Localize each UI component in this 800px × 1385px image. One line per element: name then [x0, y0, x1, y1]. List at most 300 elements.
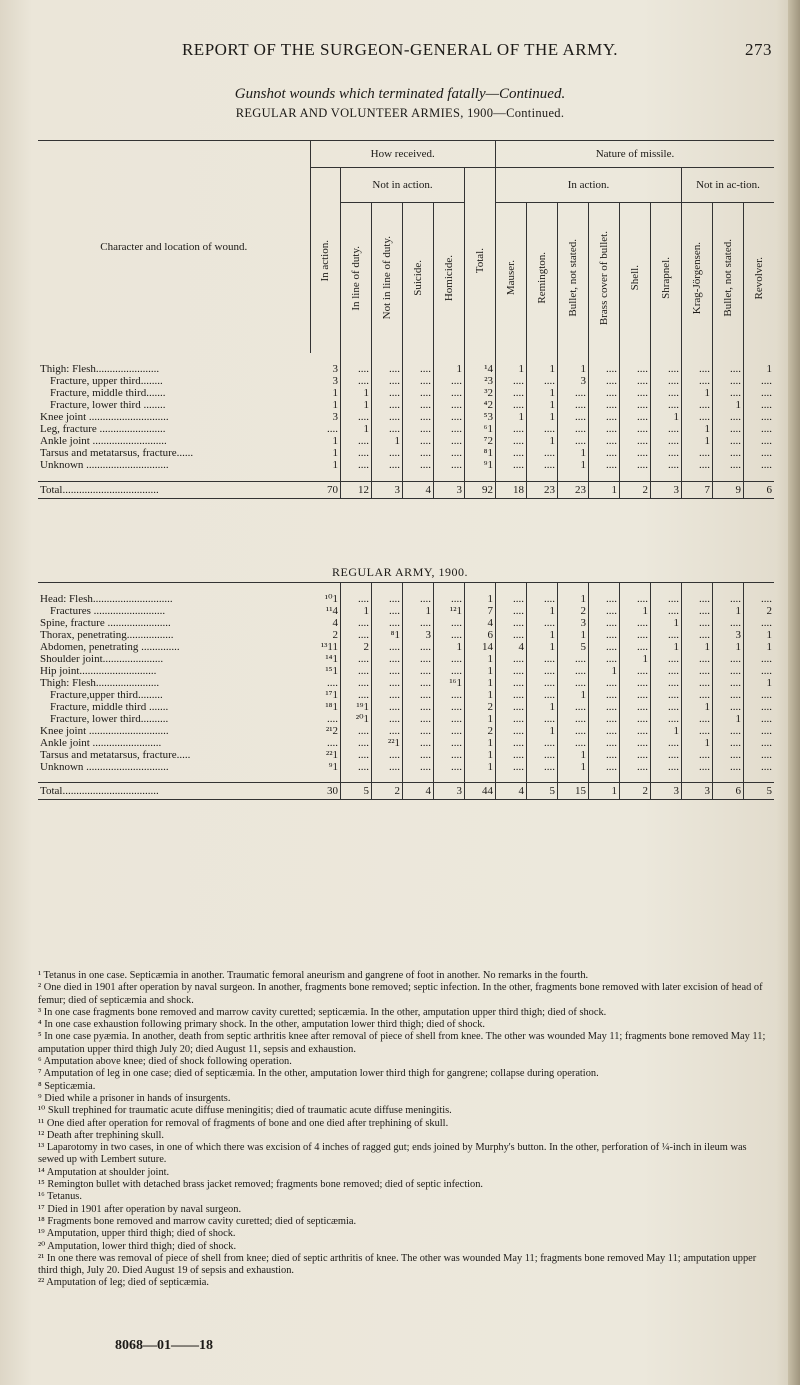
cell: 1 — [527, 605, 558, 617]
cell: ¹⁹1 — [341, 701, 372, 713]
cell: .... — [713, 387, 744, 399]
footnote: ¹⁹ Amputation, upper third thigh; died of shock. — [38, 1228, 236, 1240]
total-cell: 5 — [744, 783, 775, 800]
cell: .... — [496, 617, 527, 629]
row-label: Unknown .............................. — [40, 459, 169, 471]
cell: .... — [620, 737, 651, 749]
cell: .... — [341, 737, 372, 749]
cell: ⁸1 — [372, 629, 403, 641]
cell: .... — [341, 629, 372, 641]
cell: .... — [403, 737, 434, 749]
cell: .... — [403, 653, 434, 665]
cell: .... — [682, 725, 713, 737]
cell: .... — [589, 749, 620, 761]
cell: 1 — [558, 459, 589, 471]
cell: .... — [372, 677, 403, 689]
cell: ⁴2 — [465, 399, 496, 411]
cell: 2 — [558, 605, 589, 617]
cell: .... — [372, 641, 403, 653]
cell: .... — [713, 761, 744, 773]
cell: .... — [403, 459, 434, 471]
cell: 1 — [527, 411, 558, 423]
cell: .... — [496, 447, 527, 459]
cell: .... — [310, 737, 341, 749]
cell: 1 — [527, 629, 558, 641]
cell: 1 — [465, 677, 496, 689]
cell: .... — [651, 689, 682, 701]
cell: .... — [527, 689, 558, 701]
cell: .... — [372, 617, 403, 629]
col-header-2: Not in line of duty. — [372, 203, 403, 354]
cell: 1 — [766, 628, 772, 641]
cell: .... — [713, 749, 744, 761]
cell: .... — [403, 713, 434, 725]
cell: 1 — [558, 363, 589, 375]
cell: .... — [372, 387, 403, 399]
cell: .... — [372, 593, 403, 605]
cell: .... — [713, 423, 744, 435]
table-row — [38, 447, 774, 459]
cell: 1 — [310, 459, 341, 471]
running-head-title: REPORT OF THE SURGEON-GENERAL OF THE ARMY. — [181, 40, 619, 59]
cell: .... — [341, 363, 372, 375]
col-header-in-action-group: In action. — [496, 168, 682, 203]
cell: .... — [651, 593, 682, 605]
cell: 1 — [651, 411, 682, 423]
cell: .... — [682, 713, 713, 725]
cell: .... — [527, 423, 558, 435]
table-row — [38, 677, 774, 689]
cell: .... — [372, 689, 403, 701]
cell: ⁹1 — [310, 761, 341, 773]
cell: .... — [682, 749, 713, 761]
cell: .... — [527, 737, 558, 749]
total-cell: 3 — [682, 783, 713, 800]
cell: 4 — [496, 641, 527, 653]
cell: .... — [589, 641, 620, 653]
wounds-table-volunteer — [38, 140, 774, 499]
cell: .... — [372, 749, 403, 761]
cell: .... — [589, 447, 620, 459]
cell: .... — [434, 459, 465, 471]
cell: 3 — [403, 629, 434, 641]
total-cell: 1 — [589, 481, 620, 498]
table-row — [38, 423, 774, 435]
cell: 1 — [713, 399, 744, 411]
cell: .... — [713, 363, 744, 375]
cell: .... — [527, 459, 558, 471]
cell: .... — [341, 761, 372, 773]
col-header-not-in-action: Not in action. — [341, 168, 465, 203]
cell: .... — [403, 701, 434, 713]
cell: .... — [372, 399, 403, 411]
cell: .... — [682, 605, 713, 617]
cell: .... — [310, 677, 341, 689]
cell: 3 — [558, 375, 589, 387]
page-edge — [788, 0, 800, 1385]
table-row — [38, 363, 774, 375]
row-label: Ankle joint ......................... — [40, 736, 162, 749]
row-label: Fracture, middle third ....... — [50, 700, 169, 713]
cell: 1 — [527, 641, 558, 653]
cell: .... — [682, 653, 713, 665]
row-label: Thorax, penetrating................. — [40, 628, 174, 641]
row-label: Unknown .............................. — [40, 760, 169, 773]
cell: .... — [341, 411, 372, 423]
cell: .... — [620, 459, 651, 471]
cell: .... — [341, 677, 372, 689]
cell: 1 — [589, 665, 620, 677]
cell: 1 — [465, 665, 496, 677]
cell: 3 — [310, 363, 341, 375]
total-cell: 5 — [341, 783, 372, 800]
cell: .... — [372, 761, 403, 773]
cell: .... — [372, 423, 403, 435]
row-label: Head: Flesh............................. — [40, 592, 173, 605]
total-row — [38, 783, 774, 800]
col-header-6: Mauser. — [496, 203, 527, 354]
cell: .... — [620, 749, 651, 761]
cell: .... — [558, 737, 589, 749]
cell: .... — [589, 701, 620, 713]
col-header-8: Bullet, not stated. — [558, 203, 589, 354]
footnote: ¹⁴ Amputation at shoulder joint. — [38, 1166, 170, 1178]
cell: 1 — [310, 447, 341, 459]
cell: .... — [761, 411, 772, 423]
total-cell: 15 — [558, 783, 589, 800]
cell: .... — [589, 677, 620, 689]
cell: .... — [651, 363, 682, 375]
cell: .... — [341, 375, 372, 387]
cell: ⁸1 — [465, 447, 496, 459]
cell: 1 — [465, 593, 496, 605]
col-header-in-action: In action. — [310, 168, 341, 354]
cell: 1 — [341, 387, 372, 399]
cell: 1 — [682, 701, 713, 713]
cell: .... — [620, 761, 651, 773]
cell: 1 — [403, 605, 434, 617]
cell: .... — [713, 459, 744, 471]
cell: .... — [341, 617, 372, 629]
cell: .... — [403, 387, 434, 399]
cell: 1 — [766, 640, 772, 653]
table-row — [38, 665, 774, 677]
cell: .... — [761, 375, 772, 387]
cell: 1 — [651, 641, 682, 653]
cell: .... — [589, 605, 620, 617]
col-header-1: In line of duty. — [341, 203, 372, 354]
cell: .... — [310, 423, 341, 435]
total-cell: 12 — [341, 481, 372, 498]
cell: .... — [620, 701, 651, 713]
cell: 1 — [310, 399, 341, 411]
cell: .... — [527, 713, 558, 725]
table-row — [38, 435, 774, 447]
cell: 1 — [682, 737, 713, 749]
cell: .... — [761, 423, 772, 435]
cell: .... — [372, 411, 403, 423]
cell: .... — [682, 689, 713, 701]
cell: 2 — [310, 629, 341, 641]
cell: .... — [341, 725, 372, 737]
table-row — [38, 641, 774, 653]
cell: .... — [372, 459, 403, 471]
cell: .... — [620, 375, 651, 387]
cell: .... — [434, 399, 465, 411]
cell: 1 — [651, 617, 682, 629]
cell: .... — [589, 761, 620, 773]
cell: .... — [651, 435, 682, 447]
cell: 1 — [310, 387, 341, 399]
cell: ¹¹4 — [310, 605, 341, 617]
cell: 1 — [465, 713, 496, 725]
table-row — [38, 593, 774, 605]
cell: 1 — [434, 363, 465, 375]
cell: 1 — [434, 641, 465, 653]
footnote: ¹⁵ Remington bullet with detached brass jacket removed; fragments bone removed; died of septic infection. — [38, 1179, 484, 1191]
cell: .... — [620, 713, 651, 725]
cell: .... — [372, 713, 403, 725]
cell: .... — [558, 677, 589, 689]
cell: .... — [682, 677, 713, 689]
cell: .... — [403, 761, 434, 773]
cell: .... — [713, 737, 744, 749]
cell: .... — [682, 411, 713, 423]
cell: .... — [434, 689, 465, 701]
footnote: ⁶ Amputation above knee; died of shock following operation. — [38, 1056, 292, 1068]
row-label: Thigh: Flesh....................... — [40, 363, 160, 375]
cell: .... — [403, 689, 434, 701]
cell: .... — [713, 701, 744, 713]
cell: .... — [558, 423, 589, 435]
cell: 1 — [558, 689, 589, 701]
cell: .... — [682, 665, 713, 677]
total-cell: 6 — [744, 481, 775, 498]
cell: .... — [496, 605, 527, 617]
cell: .... — [620, 399, 651, 411]
cell: .... — [434, 749, 465, 761]
cell: .... — [527, 761, 558, 773]
cell: .... — [372, 665, 403, 677]
cell: .... — [496, 435, 527, 447]
footnote: ²² Amputation of leg; died of septicæmia. — [38, 1277, 210, 1289]
cell: .... — [651, 737, 682, 749]
cell: .... — [527, 447, 558, 459]
cell: .... — [496, 749, 527, 761]
cell: ¹⁸1 — [310, 701, 341, 713]
footnote: ¹³ Laparotomy in two cases, in one of which there was excision of 4 inches of ragged gut; ends joined by Murphy's button. In the other, perforation of ¼-inch in ileum was sewed up with Lembert suture. — [38, 1142, 747, 1166]
footnote: ⁴ In one case exhaustion following primary shock. In the other, amputation lower third thigh; died of shock. — [38, 1019, 486, 1031]
table-row — [38, 459, 774, 471]
cell: 1 — [558, 629, 589, 641]
cell: .... — [403, 665, 434, 677]
cell: .... — [589, 653, 620, 665]
table-row — [38, 749, 774, 761]
row-label: Tarsus and metatarsus, fracture...... — [40, 447, 194, 459]
cell: .... — [496, 737, 527, 749]
cell: 1 — [465, 689, 496, 701]
cell: 1 — [766, 676, 772, 689]
spacer-row — [38, 583, 774, 593]
cell: .... — [434, 653, 465, 665]
row-label: Fractures .......................... — [50, 604, 166, 617]
cell: .... — [341, 447, 372, 459]
cell: ²⁰1 — [341, 713, 372, 725]
cell: ³2 — [465, 387, 496, 399]
row-label: Fracture,upper third......... — [50, 688, 163, 701]
cell: .... — [761, 387, 772, 399]
cell: .... — [372, 725, 403, 737]
cell: .... — [682, 459, 713, 471]
cell: .... — [341, 665, 372, 677]
row-label: Fracture, upper third........ — [50, 375, 163, 387]
footnote: ⁹ Died while a prisoner in hands of insurgents. — [38, 1092, 231, 1104]
cell: .... — [620, 725, 651, 737]
cell: .... — [651, 749, 682, 761]
cell: .... — [496, 665, 527, 677]
total-cell: 5 — [527, 783, 558, 800]
cell: 2 — [766, 604, 772, 617]
footnote: ¹⁸ Fragments bone removed and marrow cavity curetted; died of septicæmia. — [38, 1215, 357, 1227]
page-number: 273 — [745, 40, 772, 59]
total-cell: 3 — [434, 783, 465, 800]
cell: 1 — [682, 435, 713, 447]
cell: .... — [434, 713, 465, 725]
cell: .... — [434, 701, 465, 713]
cell: 1 — [341, 605, 372, 617]
cell: .... — [496, 677, 527, 689]
table-row — [38, 653, 774, 665]
cell: ²3 — [465, 375, 496, 387]
cell: .... — [403, 641, 434, 653]
cell: .... — [713, 447, 744, 459]
table-row — [38, 605, 774, 617]
total-cell: 4 — [403, 481, 434, 498]
cell: 1 — [651, 725, 682, 737]
cell: .... — [558, 387, 589, 399]
cell: .... — [434, 665, 465, 677]
cell: .... — [589, 435, 620, 447]
cell: .... — [527, 593, 558, 605]
cell: .... — [403, 677, 434, 689]
cell: .... — [496, 701, 527, 713]
cell: .... — [761, 724, 772, 737]
cell: ¹⁴1 — [310, 653, 341, 665]
cell: .... — [651, 387, 682, 399]
cell: .... — [434, 629, 465, 641]
cell: .... — [651, 375, 682, 387]
cell: 1 — [682, 641, 713, 653]
cell: 1 — [682, 387, 713, 399]
cell: 1 — [558, 749, 589, 761]
cell: .... — [527, 375, 558, 387]
cell: .... — [713, 593, 744, 605]
total-cell: 9 — [713, 481, 744, 498]
col-header-13: Bullet, not stated. — [713, 203, 744, 354]
cell: .... — [558, 653, 589, 665]
footnote: ²⁰ Amputation, lower third thigh; died of shock. — [38, 1240, 237, 1252]
cell: .... — [403, 399, 434, 411]
cell: .... — [589, 399, 620, 411]
footnote: ¹ Tetanus in one case. Septicæmia in another. Traumatic femoral aneurism and gangrene of foot in another. No remarks in the fourth. — [38, 970, 589, 981]
cell: .... — [651, 399, 682, 411]
cell: .... — [496, 653, 527, 665]
cell: .... — [434, 375, 465, 387]
cell: ⁹1 — [465, 459, 496, 471]
cell: 1 — [341, 399, 372, 411]
row-label: Spine, fracture ....................... — [40, 616, 171, 629]
cell: ⁵3 — [465, 411, 496, 423]
cell: .... — [682, 363, 713, 375]
col-header-7: Remington. — [527, 203, 558, 354]
cell: 1 — [713, 605, 744, 617]
row-label: Ankle joint ........................... — [40, 435, 167, 447]
cell: .... — [620, 423, 651, 435]
cell: .... — [682, 761, 713, 773]
spacer-row — [38, 353, 774, 363]
row-label: Knee joint ............................. — [40, 724, 169, 737]
cell: ¹⁵1 — [310, 665, 341, 677]
cell: .... — [713, 689, 744, 701]
cell: .... — [434, 593, 465, 605]
footnote: ¹⁶ Tetanus. — [38, 1191, 82, 1203]
cell: .... — [434, 617, 465, 629]
cell: .... — [589, 363, 620, 375]
cell: .... — [620, 629, 651, 641]
total-row — [38, 481, 774, 498]
total-cell: 18 — [496, 481, 527, 498]
cell: .... — [713, 665, 744, 677]
cell: .... — [620, 677, 651, 689]
total-label: Total................................... — [38, 783, 310, 800]
row-label: Shoulder joint...................... — [40, 652, 164, 665]
cell: 2 — [465, 725, 496, 737]
cell: .... — [434, 761, 465, 773]
cell: .... — [496, 399, 527, 411]
cell: .... — [651, 459, 682, 471]
cell: .... — [403, 617, 434, 629]
cell: .... — [434, 411, 465, 423]
cell: ¹²1 — [434, 605, 465, 617]
cell: .... — [589, 423, 620, 435]
cell: .... — [558, 399, 589, 411]
cell: 1 — [558, 447, 589, 459]
cell: 1 — [682, 423, 713, 435]
cell: ²²1 — [310, 749, 341, 761]
cell: 1 — [558, 761, 589, 773]
cell: .... — [496, 761, 527, 773]
footer-signature: 8068—01——18 — [115, 1338, 213, 1353]
cell: .... — [761, 760, 772, 773]
cell: .... — [761, 459, 772, 471]
cell: .... — [761, 736, 772, 749]
cell: .... — [682, 629, 713, 641]
cell: 1 — [766, 363, 772, 375]
footnote: ⁸ Septicæmia. — [38, 1080, 96, 1092]
cell: .... — [713, 677, 744, 689]
table-row — [38, 375, 774, 387]
table-row — [38, 737, 774, 749]
table-title: Gunshot wounds which terminated fatally—Continued. — [234, 86, 566, 102]
cell: .... — [558, 713, 589, 725]
cell: .... — [651, 653, 682, 665]
total-cell: 4 — [403, 783, 434, 800]
cell: .... — [403, 375, 434, 387]
cell: .... — [589, 725, 620, 737]
cell: .... — [761, 399, 772, 411]
footnote: ¹⁰ Skull trephined for traumatic acute diffuse meningitis; died of traumatic acute diffuse meningitis. — [38, 1105, 452, 1117]
cell: .... — [496, 387, 527, 399]
